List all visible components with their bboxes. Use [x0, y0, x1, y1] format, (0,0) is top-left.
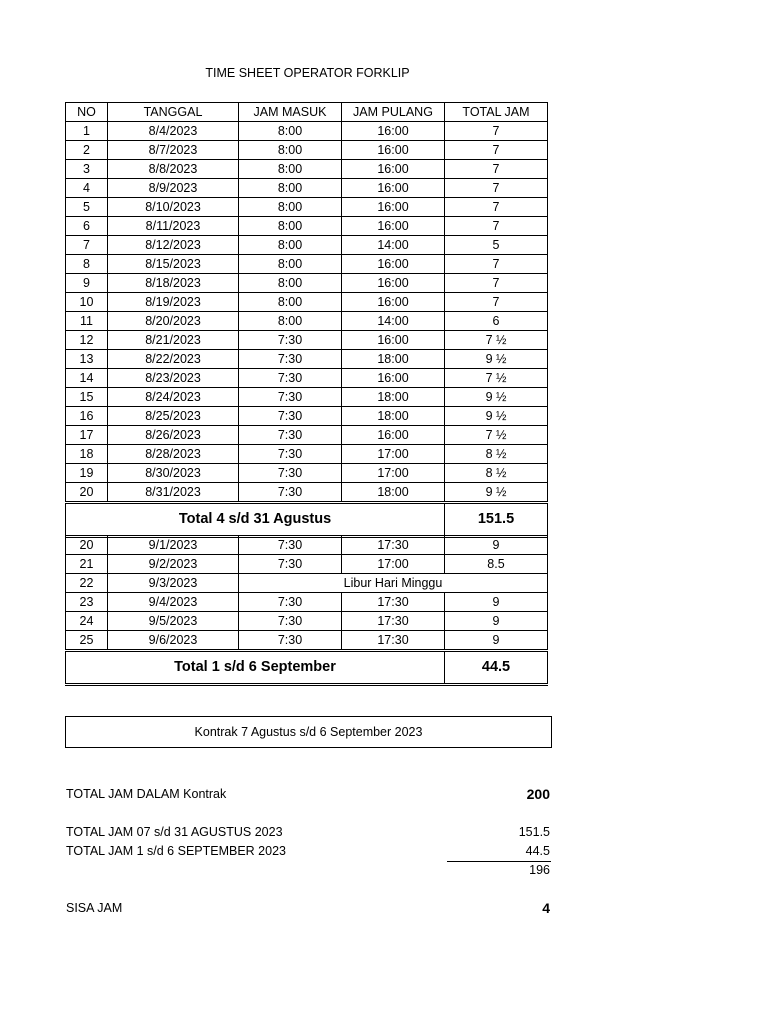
- cell-jam-pulang: 16:00: [342, 369, 445, 388]
- august-total-value: 151.5: [445, 503, 548, 537]
- timesheet-table-august: [65, 102, 548, 538]
- cell-no: 20: [66, 536, 108, 555]
- sum-underline: [447, 861, 551, 862]
- cell-jam-pulang: 17:00: [342, 445, 445, 464]
- cell-jam-masuk: 8:00: [239, 198, 342, 217]
- table-row: [66, 369, 548, 388]
- cell-tanggal: 8/19/2023: [108, 293, 239, 312]
- cell-jam-masuk: 8:00: [239, 236, 342, 255]
- cell-total-jam: 7 ½: [445, 426, 548, 445]
- cell-no: 7: [66, 236, 108, 255]
- cell-total-jam: 7: [445, 217, 548, 236]
- table-row: [66, 141, 548, 160]
- contract-hours-label: TOTAL JAM DALAM Kontrak: [66, 787, 227, 801]
- table-row: [66, 217, 548, 236]
- cell-total-jam: 7 ½: [445, 331, 548, 350]
- table-row: [66, 574, 548, 593]
- cell-no: 14: [66, 369, 108, 388]
- cell-total-jam: 9: [445, 593, 548, 612]
- cell-jam-pulang: 17:00: [342, 464, 445, 483]
- cell-no: 6: [66, 217, 108, 236]
- cell-no: 4: [66, 179, 108, 198]
- cell-total-jam: 7: [445, 198, 548, 217]
- cell-jam-masuk: 7:30: [239, 350, 342, 369]
- cell-jam-masuk: 7:30: [239, 369, 342, 388]
- table-row: [66, 160, 548, 179]
- remaining-hours-value: 4: [542, 900, 550, 916]
- cell-tanggal: 8/31/2023: [108, 483, 239, 503]
- table-row: [66, 536, 548, 555]
- table-row: [66, 312, 548, 331]
- table-row: [66, 388, 548, 407]
- timesheet-table-september: [65, 535, 548, 686]
- cell-jam-pulang: 18:00: [342, 388, 445, 407]
- cell-total-jam: 7: [445, 179, 548, 198]
- cell-no: 13: [66, 350, 108, 369]
- page-title: TIME SHEET OPERATOR FORKLIP: [205, 66, 410, 80]
- cell-total-jam: 9: [445, 612, 548, 631]
- cell-tanggal: 8/12/2023: [108, 236, 239, 255]
- cell-jam-pulang: 18:00: [342, 483, 445, 503]
- cell-jam-pulang: 17:00: [342, 555, 445, 574]
- cell-tanggal: 8/15/2023: [108, 255, 239, 274]
- cell-no: 9: [66, 274, 108, 293]
- cell-total-jam: 5: [445, 236, 548, 255]
- cell-total-jam: 7: [445, 141, 548, 160]
- cell-tanggal: 8/21/2023: [108, 331, 239, 350]
- table-row: [66, 407, 548, 426]
- cell-jam-masuk: 8:00: [239, 141, 342, 160]
- header-no: NO: [66, 103, 108, 122]
- cell-tanggal: 8/23/2023: [108, 369, 239, 388]
- cell-no: 10: [66, 293, 108, 312]
- august-hours-label: TOTAL JAM 07 s/d 31 AGUSTUS 2023: [66, 825, 283, 839]
- table-row: [66, 464, 548, 483]
- cell-tanggal: 8/20/2023: [108, 312, 239, 331]
- header-jam-pulang: JAM PULANG: [342, 103, 445, 122]
- cell-tanggal: 9/5/2023: [108, 612, 239, 631]
- cell-tanggal: 9/4/2023: [108, 593, 239, 612]
- september-hours-value: 44.5: [525, 844, 550, 858]
- contract-period-box: Kontrak 7 Agustus s/d 6 September 2023: [65, 716, 552, 748]
- cell-no: 16: [66, 407, 108, 426]
- table-row: [66, 255, 548, 274]
- table-row: [66, 555, 548, 574]
- cell-jam-pulang: 16:00: [342, 198, 445, 217]
- cell-no: 17: [66, 426, 108, 445]
- cell-total-jam: 7: [445, 274, 548, 293]
- cell-total-jam: 7: [445, 160, 548, 179]
- cell-jam-pulang: 16:00: [342, 217, 445, 236]
- cell-jam-masuk: 8:00: [239, 293, 342, 312]
- table-row: [66, 483, 548, 503]
- cell-no: 2: [66, 141, 108, 160]
- header-tanggal: TANGGAL: [108, 103, 239, 122]
- cell-jam-masuk: 7:30: [239, 536, 342, 555]
- header-jam-masuk: JAM MASUK: [239, 103, 342, 122]
- cell-no: 5: [66, 198, 108, 217]
- cell-jam-pulang: 16:00: [342, 293, 445, 312]
- cell-jam-masuk: 7:30: [239, 555, 342, 574]
- cell-jam-pulang: 17:30: [342, 631, 445, 651]
- cell-tanggal: 9/1/2023: [108, 536, 239, 555]
- cell-total-jam: 6: [445, 312, 548, 331]
- header-total-jam: TOTAL JAM: [445, 103, 548, 122]
- table-row: [66, 236, 548, 255]
- cell-tanggal: 9/6/2023: [108, 631, 239, 651]
- cell-jam-masuk: 7:30: [239, 483, 342, 503]
- cell-total-jam: 8 ½: [445, 445, 548, 464]
- table-row: [66, 293, 548, 312]
- cell-jam-masuk: 7:30: [239, 388, 342, 407]
- cell-jam-masuk: 8:00: [239, 160, 342, 179]
- cell-no: 12: [66, 331, 108, 350]
- cell-jam-masuk: 7:30: [239, 445, 342, 464]
- table-row: [66, 445, 548, 464]
- cell-total-jam: 8 ½: [445, 464, 548, 483]
- table-row: [66, 331, 548, 350]
- cell-no: 25: [66, 631, 108, 651]
- august-total-row: [66, 503, 548, 537]
- cell-total-jam: 7: [445, 122, 548, 141]
- cell-jam-pulang: 18:00: [342, 407, 445, 426]
- table-row: [66, 350, 548, 369]
- cell-no: 11: [66, 312, 108, 331]
- cell-jam-masuk: 7:30: [239, 407, 342, 426]
- cell-jam-pulang: 16:00: [342, 122, 445, 141]
- cell-tanggal: 9/3/2023: [108, 574, 239, 593]
- cell-total-jam: 9 ½: [445, 388, 548, 407]
- cell-jam-pulang: 17:30: [342, 536, 445, 555]
- cell-tanggal: 8/9/2023: [108, 179, 239, 198]
- cell-tanggal: 8/25/2023: [108, 407, 239, 426]
- cell-jam-pulang: 14:00: [342, 236, 445, 255]
- cell-jam-pulang: 14:00: [342, 312, 445, 331]
- cell-no: 8: [66, 255, 108, 274]
- cell-jam-pulang: 16:00: [342, 274, 445, 293]
- cell-jam-masuk: 8:00: [239, 274, 342, 293]
- cell-tanggal: 8/8/2023: [108, 160, 239, 179]
- cell-jam-masuk: 8:00: [239, 122, 342, 141]
- table-header-row: [66, 103, 548, 122]
- september-total-row: [66, 651, 548, 685]
- cell-tanggal: 8/7/2023: [108, 141, 239, 160]
- cell-tanggal: 8/28/2023: [108, 445, 239, 464]
- cell-jam-pulang: 16:00: [342, 160, 445, 179]
- cell-no: 24: [66, 612, 108, 631]
- table-row: [66, 198, 548, 217]
- cell-total-jam: 7 ½: [445, 369, 548, 388]
- cell-jam-masuk: 8:00: [239, 255, 342, 274]
- table-row: [66, 122, 548, 141]
- cell-total-jam: 9: [445, 536, 548, 555]
- cell-jam-pulang: 16:00: [342, 426, 445, 445]
- cell-no: 1: [66, 122, 108, 141]
- september-total-value: 44.5: [445, 651, 548, 685]
- cell-jam-masuk: 7:30: [239, 612, 342, 631]
- cell-jam-masuk: 7:30: [239, 464, 342, 483]
- cell-tanggal: 8/18/2023: [108, 274, 239, 293]
- cell-jam-pulang: 16:00: [342, 179, 445, 198]
- cell-no: 22: [66, 574, 108, 593]
- cell-no: 20: [66, 483, 108, 503]
- cell-total-jam: 9 ½: [445, 350, 548, 369]
- cell-jam-masuk: 8:00: [239, 179, 342, 198]
- subtotal-hours-value: 196: [529, 863, 550, 877]
- september-total-label: Total 1 s/d 6 September: [66, 651, 445, 685]
- cell-total-jam: 7: [445, 293, 548, 312]
- cell-no: 23: [66, 593, 108, 612]
- remaining-hours-label: SISA JAM: [66, 901, 123, 915]
- cell-no: 15: [66, 388, 108, 407]
- cell-jam-masuk: 7:30: [239, 331, 342, 350]
- cell-jam-pulang: 17:30: [342, 593, 445, 612]
- table-row: [66, 274, 548, 293]
- table-row: [66, 593, 548, 612]
- cell-no: 18: [66, 445, 108, 464]
- cell-tanggal: 8/4/2023: [108, 122, 239, 141]
- cell-jam-masuk: 8:00: [239, 217, 342, 236]
- cell-tanggal: 8/24/2023: [108, 388, 239, 407]
- cell-jam-masuk: 8:00: [239, 312, 342, 331]
- cell-jam-masuk: 7:30: [239, 631, 342, 651]
- cell-tanggal: 8/10/2023: [108, 198, 239, 217]
- cell-note: Libur Hari Minggu: [239, 574, 548, 593]
- table-row: [66, 179, 548, 198]
- contract-hours-value: 200: [526, 786, 550, 802]
- cell-jam-masuk: 7:30: [239, 426, 342, 445]
- cell-no: 19: [66, 464, 108, 483]
- cell-tanggal: 8/22/2023: [108, 350, 239, 369]
- cell-no: 21: [66, 555, 108, 574]
- cell-jam-pulang: 16:00: [342, 141, 445, 160]
- cell-total-jam: 9: [445, 631, 548, 651]
- cell-tanggal: 8/11/2023: [108, 217, 239, 236]
- table-row: [66, 426, 548, 445]
- cell-tanggal: 9/2/2023: [108, 555, 239, 574]
- august-total-label: Total 4 s/d 31 Agustus: [66, 503, 445, 537]
- cell-total-jam: 7: [445, 255, 548, 274]
- cell-no: 3: [66, 160, 108, 179]
- cell-jam-pulang: 18:00: [342, 350, 445, 369]
- table-row: [66, 612, 548, 631]
- cell-total-jam: 9 ½: [445, 407, 548, 426]
- cell-jam-pulang: 16:00: [342, 255, 445, 274]
- table-row: [66, 631, 548, 651]
- cell-total-jam: 8.5: [445, 555, 548, 574]
- cell-tanggal: 8/30/2023: [108, 464, 239, 483]
- cell-jam-pulang: 17:30: [342, 612, 445, 631]
- cell-total-jam: 9 ½: [445, 483, 548, 503]
- august-hours-value: 151.5: [518, 825, 550, 839]
- cell-jam-masuk: 7:30: [239, 593, 342, 612]
- september-hours-label: TOTAL JAM 1 s/d 6 SEPTEMBER 2023: [66, 844, 286, 858]
- cell-tanggal: 8/26/2023: [108, 426, 239, 445]
- cell-jam-pulang: 16:00: [342, 331, 445, 350]
